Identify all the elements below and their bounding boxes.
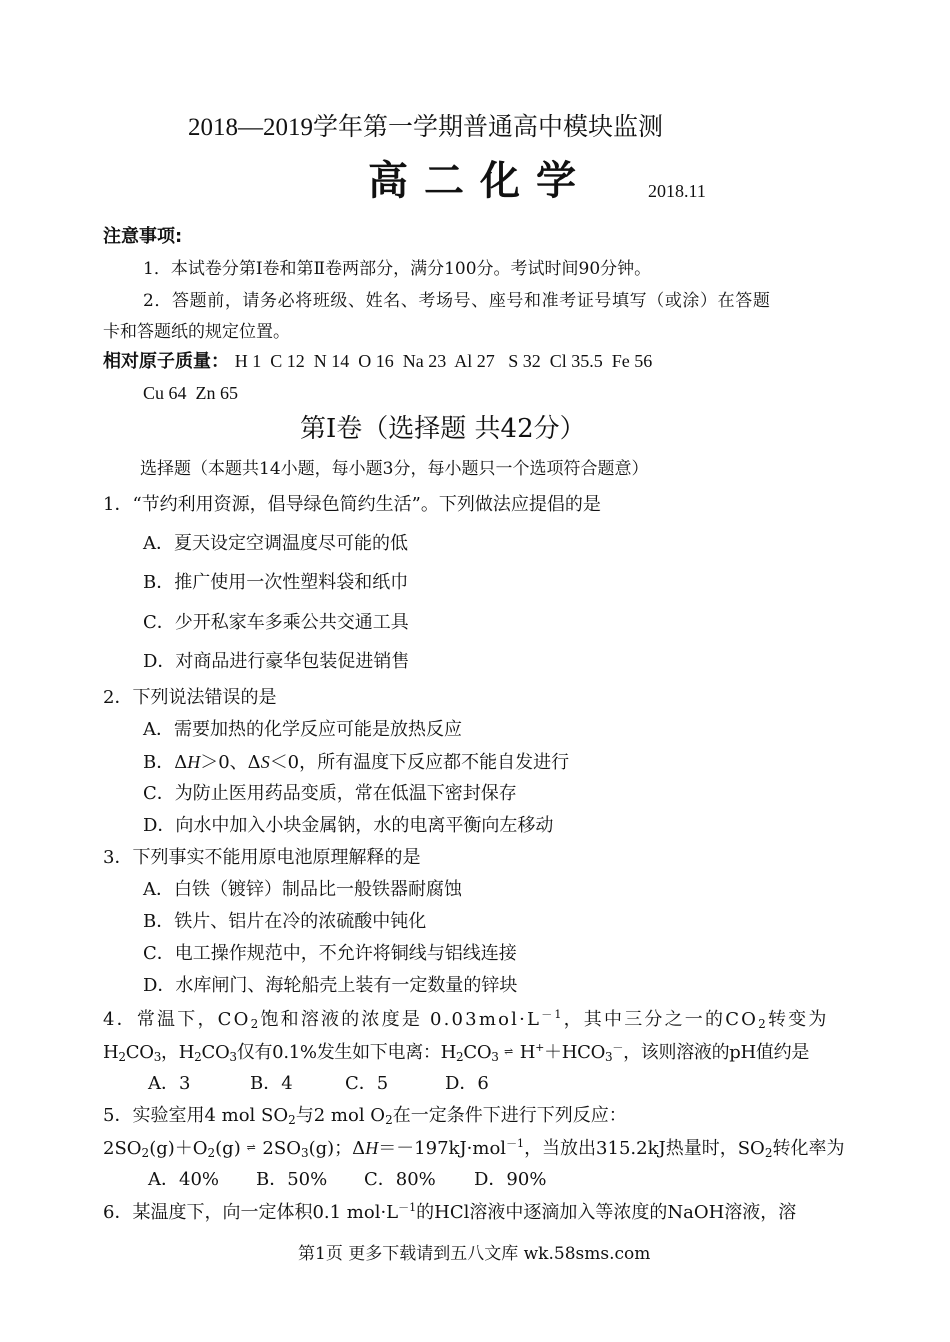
q4l1-sub2: 2: [758, 1017, 768, 1031]
question-4-line-1: [103, 1009, 829, 1031]
q4l1-sup: －1: [541, 1008, 564, 1021]
q4l2-b: CO: [125, 1042, 154, 1063]
question-2-option-c: C．为防止医用药品变质，常在低温下密封保存: [143, 783, 517, 804]
q4l2-s3: 2: [194, 1050, 202, 1064]
q4l2-a: H: [103, 1042, 119, 1063]
question-3-option-a: A．白铁（镀锌）制品比一般铁器耐腐蚀: [143, 879, 462, 900]
question-1-option-a: A．夏天设定空调温度尽可能的低: [143, 533, 408, 554]
q4l2-sup2: －: [612, 1041, 624, 1054]
question-1-stem: 1．“节约利用资源，倡导绿色简约生活”。下列做法应提倡的是: [103, 494, 601, 515]
question-3-option-b: B．铁片、铝片在冷的浓硫酸中钝化: [143, 911, 427, 932]
q4l2-s2: 3: [153, 1050, 162, 1064]
section-1-title: 第Ⅰ卷（选择题 共42分）: [300, 414, 586, 444]
question-3-option-c: C．电工操作规范中，不允许将铜线与铝线连接: [143, 943, 517, 964]
question-5-option-a: A．40%: [148, 1169, 220, 1190]
q5l2-c: (g): [215, 1138, 241, 1159]
question-1-option-d: D．对商品进行豪华包装促进销售: [143, 651, 410, 672]
exam-date: 2018.11: [648, 181, 706, 201]
note-item-2-line-2: 卡和答题纸的规定位置。: [103, 322, 290, 342]
question-1-option-c: C．少开私家车多乘公共交通工具: [143, 612, 409, 633]
q2b-h: H: [187, 752, 201, 772]
q5l2-s3: 3: [300, 1146, 309, 1160]
q5l2-a: 2SO: [103, 1138, 142, 1159]
q5l2-e: (g)；Δ: [308, 1138, 366, 1159]
q6-a: 6．某温度下，向一定体积0.1 mol·L: [103, 1202, 399, 1223]
q5l2-sup: －1: [506, 1137, 525, 1150]
question-3-stem: 3．下列事实不能用原电池原理解释的是: [103, 847, 421, 868]
q5l2-s1: 2: [141, 1146, 150, 1160]
question-4-option-d: D．6: [445, 1073, 489, 1094]
question-5-option-d: D．90%: [474, 1169, 547, 1190]
question-5-line-1: [103, 1105, 627, 1127]
question-2-option-a: A．需要加热的化学反应可能是放热反应: [143, 719, 462, 740]
question-6-line-1: [103, 1202, 796, 1224]
q5l2-i: 转化率为: [772, 1138, 845, 1159]
q4l2-c: ，H: [161, 1042, 195, 1063]
question-5-options: [148, 1169, 546, 1191]
q5l1-c: 在一定条件下进行下列反应：: [392, 1105, 627, 1126]
question-5-line-2: [103, 1137, 844, 1160]
question-4-options: [148, 1073, 489, 1095]
q4l1-sub1: 2: [250, 1017, 261, 1031]
q4l1-d: 转变为: [767, 1009, 829, 1030]
q4l2-e: 仅有0.1%发生如下电离：H: [236, 1042, 456, 1063]
atomic-mass-line-1: [103, 350, 652, 373]
subject-title: 高二化学: [368, 158, 592, 204]
atomic-mass-values-1: H 1 C 12 N 14 O 16 Na 23 Al 27 S 32 Cl 35.5 Fe 56: [234, 351, 653, 371]
q4l2-s1: 2: [118, 1050, 126, 1064]
section-1-instructions: 选择题（本题共14小题，每小题3分，每小题只一个选项符合题意）: [140, 459, 649, 479]
question-2-option-d: D．向水中加入小块金属钠，水的电离平衡向左移动: [143, 815, 554, 836]
q5l2-f: H: [365, 1138, 379, 1158]
q5l2-g: ＝－197kJ·mol: [378, 1138, 507, 1159]
q4l1-c: ，其中三分之一的CO: [563, 1009, 759, 1030]
page-footer: 第1页 更多下载请到五八文库 wk.58sms.com: [298, 1244, 651, 1264]
q6-b: 的HCl溶液中逐滴加入等浓度的NaOH溶液，溶: [416, 1202, 797, 1223]
q2b-mid: ＞0、Δ: [200, 752, 261, 773]
q4l2-sup1: +: [535, 1041, 545, 1054]
question-5-option-b: B．50%: [256, 1169, 328, 1190]
q4l2-s6: 3: [491, 1050, 499, 1064]
q2b-s: S: [260, 752, 270, 772]
question-5-option-c: C．80%: [364, 1169, 436, 1190]
q4l2-i: ，该则溶液的pH值约是: [623, 1042, 810, 1063]
note-item-2-line-1: 2．答题前，请务必将班级、姓名、考场号、座号和准考证号填写（或涂）在答题: [143, 291, 771, 311]
atomic-mass-line-2: Cu 64 Zn 65: [143, 383, 239, 403]
q5l2-s2: 2: [207, 1146, 216, 1160]
exam-title: 2018—2019学年第一学期普通高中模块监测: [188, 114, 664, 141]
question-2-option-b: [143, 751, 569, 774]
atomic-mass-label: 相对原子质量：: [103, 351, 229, 372]
q4l2-s4: 3: [229, 1050, 237, 1064]
q5l1-s2: 2: [385, 1113, 393, 1127]
question-4-option-c: C．5: [345, 1073, 389, 1094]
q2b-prefix: B．Δ: [143, 752, 188, 773]
q5l2-b: (g)＋O: [149, 1138, 208, 1159]
q2b-suffix: ＜0，所有温度下反应都不能自发进行: [269, 752, 570, 773]
question-4-option-b: B．4: [250, 1073, 293, 1094]
note-item-1: 1．本试卷分第Ⅰ卷和第Ⅱ卷两部分，满分100分。考试时间90分钟。: [143, 259, 652, 279]
q6-sup: －1: [398, 1201, 417, 1214]
q4l2-h: ＋HCO: [544, 1042, 606, 1063]
question-2-stem: 2．下列说法错误的是: [103, 687, 277, 708]
question-4-line-2: [103, 1041, 809, 1064]
q5l1-a: 5．实验室用4 mol SO: [103, 1105, 289, 1126]
q5l2-h: ，当放出315.2kJ热量时，SO: [524, 1138, 765, 1159]
q4l2-f: CO: [463, 1042, 492, 1063]
q4l2-s7: 3: [605, 1050, 613, 1064]
notes-heading: 注意事项:: [103, 226, 183, 247]
q4l2-g: H: [519, 1042, 536, 1063]
equilibrium-arrow-icon-2: ⇌: [246, 1141, 257, 1154]
question-1-option-b: B．推广使用一次性塑料袋和纸巾: [143, 572, 409, 593]
question-3-option-d: D．水库闸门、海轮船壳上装有一定数量的锌块: [143, 975, 518, 996]
q5l2-d: 2SO: [262, 1138, 301, 1159]
q4l2-s5: 2: [456, 1050, 464, 1064]
equilibrium-arrow-icon: ⇌: [504, 1045, 515, 1058]
q4l1-a: 4．常温下，CO: [103, 1009, 251, 1030]
q5l1-b: 与2 mol O: [295, 1105, 386, 1126]
q4l2-d: CO: [201, 1042, 230, 1063]
q5l1-s1: 2: [288, 1113, 296, 1127]
q4l1-b: 饱和溶液的浓度是 0.03mol·L: [260, 1009, 542, 1030]
q5l2-s4: 2: [764, 1146, 773, 1160]
question-4-option-a: A．3: [148, 1073, 191, 1094]
